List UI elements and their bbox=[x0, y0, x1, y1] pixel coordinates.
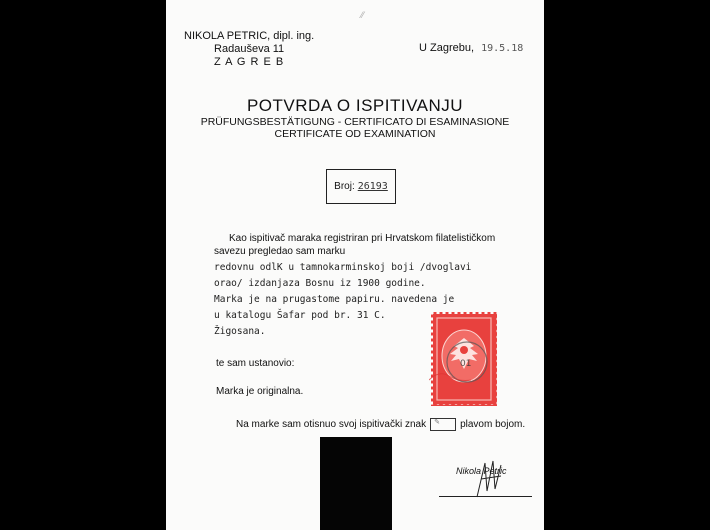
signature-line bbox=[439, 496, 532, 497]
postage-stamp-image bbox=[429, 310, 499, 408]
handwritten-signature bbox=[471, 455, 511, 500]
subtitle-english: CERTIFICATE OD EXAMINATION bbox=[274, 128, 436, 140]
certificate-number-box bbox=[326, 169, 396, 204]
mark-statement-before: Na marke sam otisnuo svoj ispitivački znak bbox=[236, 419, 427, 430]
findings-intro: te sam ustanovio: bbox=[216, 358, 295, 369]
svg-text:01: 01 bbox=[460, 359, 472, 369]
subtitle-german-italian: PRÜFUNGSBESTÄTIGUNG - CERTIFICATO DI ESAMINASIONE bbox=[200, 116, 510, 128]
mark-statement-after: plavom bojom. bbox=[460, 419, 526, 430]
signature-name: Nikola Petric bbox=[456, 466, 507, 476]
typed-line: Marka je na prugastome papiru. navedena je bbox=[214, 294, 455, 305]
mark-statement bbox=[236, 418, 525, 431]
certificate-date: 19.5.18 bbox=[481, 43, 524, 54]
sender-name: NIKOLA PETRIC, dipl. ing. bbox=[184, 30, 315, 42]
sender-street: Radauševa 11 bbox=[214, 43, 285, 55]
broj-label: Broj: bbox=[334, 181, 355, 192]
page-title: POTVRDA O ISPITIVANJU bbox=[246, 96, 464, 115]
intro-line-2: savezu pregledao sam marku bbox=[214, 246, 346, 257]
place-label: U Zagrebu, bbox=[419, 42, 475, 54]
examiner-mark-box: ✎ bbox=[430, 418, 456, 431]
intro-text bbox=[214, 232, 524, 258]
typed-line: Žigosana. bbox=[214, 326, 266, 337]
sender-city: Z A G R E B bbox=[213, 56, 285, 68]
sender-block bbox=[184, 30, 314, 69]
intro-line-1: Kao ispitivač maraka registriran pri Hrvatskom filatelističkom bbox=[229, 233, 496, 244]
typed-line: orao/ izdanjaza Bosnu iz 1900 godine. bbox=[214, 278, 426, 289]
certificate-number: 26193 bbox=[357, 181, 388, 192]
corner-pencil-mark: ⁄⁄ bbox=[361, 10, 365, 20]
typed-line: u katalogu Šafar pod br. 31 C. bbox=[214, 310, 386, 321]
typed-line: redovnu odlK u tamnokarminskoj boji /dvoglavi bbox=[214, 262, 472, 273]
dark-stamp-area bbox=[320, 437, 392, 530]
place-date bbox=[419, 42, 523, 54]
certificate-page bbox=[166, 0, 544, 530]
findings-result: Marka je originalna. bbox=[216, 386, 304, 397]
title-block bbox=[166, 96, 544, 140]
